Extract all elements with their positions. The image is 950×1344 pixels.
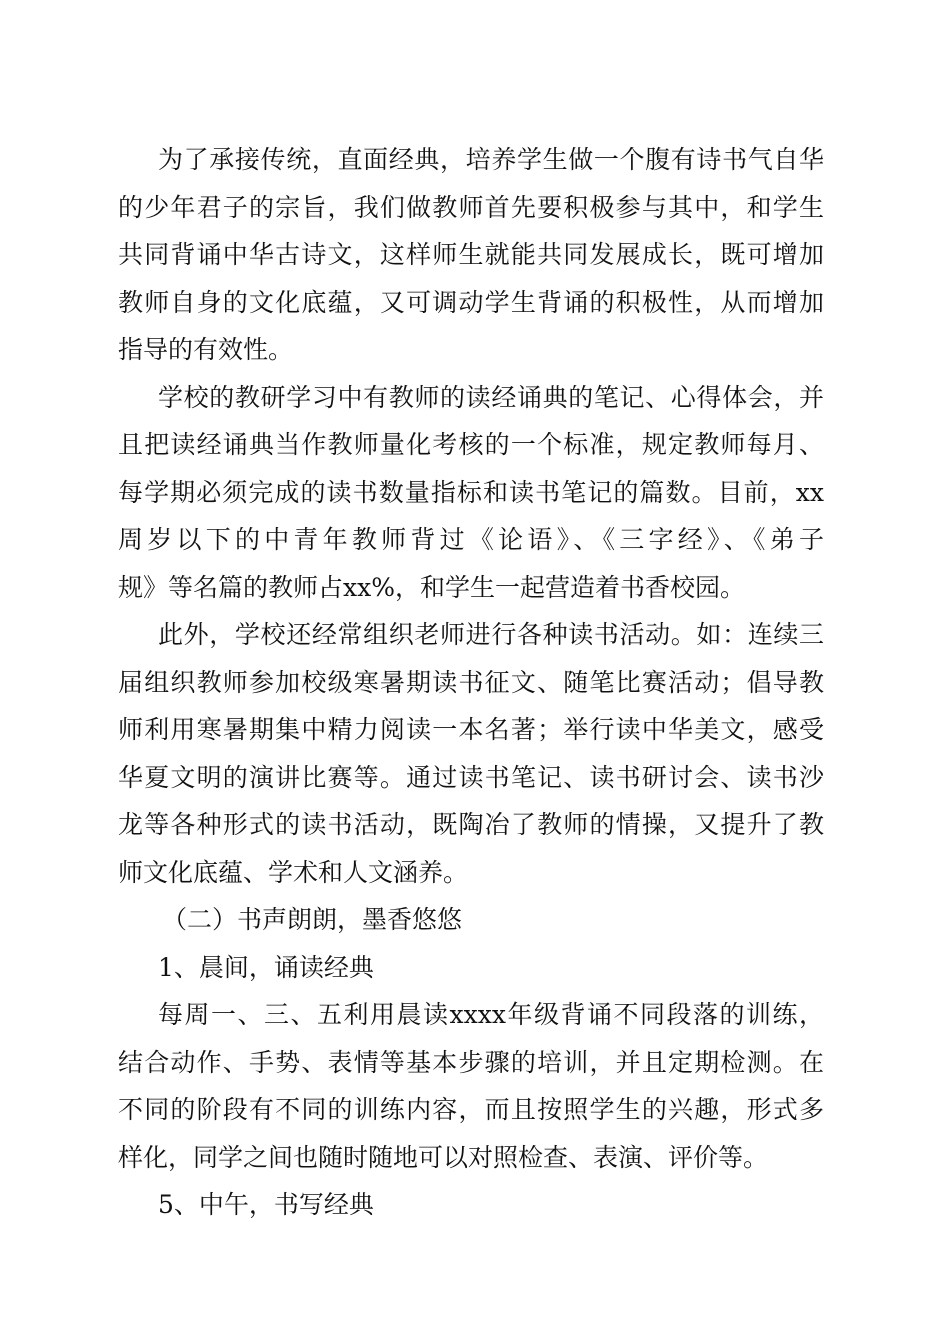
text-line: 样化，同学之间也随时随地可以对照检查、表演、评价等。	[118, 1142, 769, 1172]
text-line: 结合动作、手势、表情等基本步骤的培训，并且定期检测。在	[118, 1047, 824, 1077]
paragraph-3	[118, 611, 824, 896]
text-line: 且把读经诵典当作教师量化考核的一个标准，规定教师每月、	[118, 430, 824, 459]
text-line: 此外，学校还经常组织老师进行各种读书活动。如：连续三	[158, 620, 824, 649]
subheading: 5、中午，书写经典	[158, 1190, 374, 1219]
text-line: 的少年君子的宗旨，我们做教师首先要积极参与其中，和学生	[118, 192, 824, 222]
text-line: 指导的有效性。	[118, 335, 294, 364]
text-line: 教师自身的文化底蕴，又可调动学生背诵的积极性，从而增加	[118, 287, 824, 317]
paragraph-1	[118, 136, 824, 374]
document-page	[118, 136, 824, 1229]
section-heading: （二）书声朗朗，墨香悠悠	[162, 905, 463, 934]
text-line: 为了承接传统，直面经典，培养学生做一个腹有诗书气自华	[158, 145, 824, 174]
text-line: 华夏文明的演讲比赛等。通过读书笔记、读书研讨会、读书沙	[118, 762, 824, 792]
text-line: 周岁以下的中青年教师背过《论语》、《三字经》、《弟子	[118, 525, 824, 554]
paragraph-4	[118, 991, 824, 1181]
text-line: 届组织教师参加校级寒暑期读书征文、随笔比赛活动；倡导教	[118, 667, 824, 697]
text-line: 不同的阶段有不同的训练内容，而且按照学生的兴趣，形式多	[118, 1095, 824, 1124]
text-line: 学校的教研学习中有教师的读经诵典的笔记、心得体会，并	[158, 382, 824, 412]
subheading: 1、晨间，诵读经典	[158, 952, 374, 982]
text-line: 龙等各种形式的读书活动，既陶冶了教师的情操，又提升了教	[118, 810, 824, 839]
text-line: 规》等名篇的教师占xx%，和学生一起营造着书香校园。	[118, 572, 745, 602]
text-line: 每周一、三、五利用晨读xxxx年级背诵不同段落的训练，	[158, 1000, 824, 1029]
text-line: 师文化底蕴、学术和人文涵养。	[118, 857, 469, 887]
paragraph-2	[118, 374, 824, 612]
text-line: 每学期必须完成的读书数量指标和读书笔记的篇数。目前，xx	[118, 477, 824, 507]
text-line: 共同背诵中华古诗文，这样师生就能共同发展成长，既可增加	[118, 240, 824, 269]
text-line: 师利用寒暑期集中精力阅读一本名著；举行读中华美文，感受	[118, 715, 824, 744]
